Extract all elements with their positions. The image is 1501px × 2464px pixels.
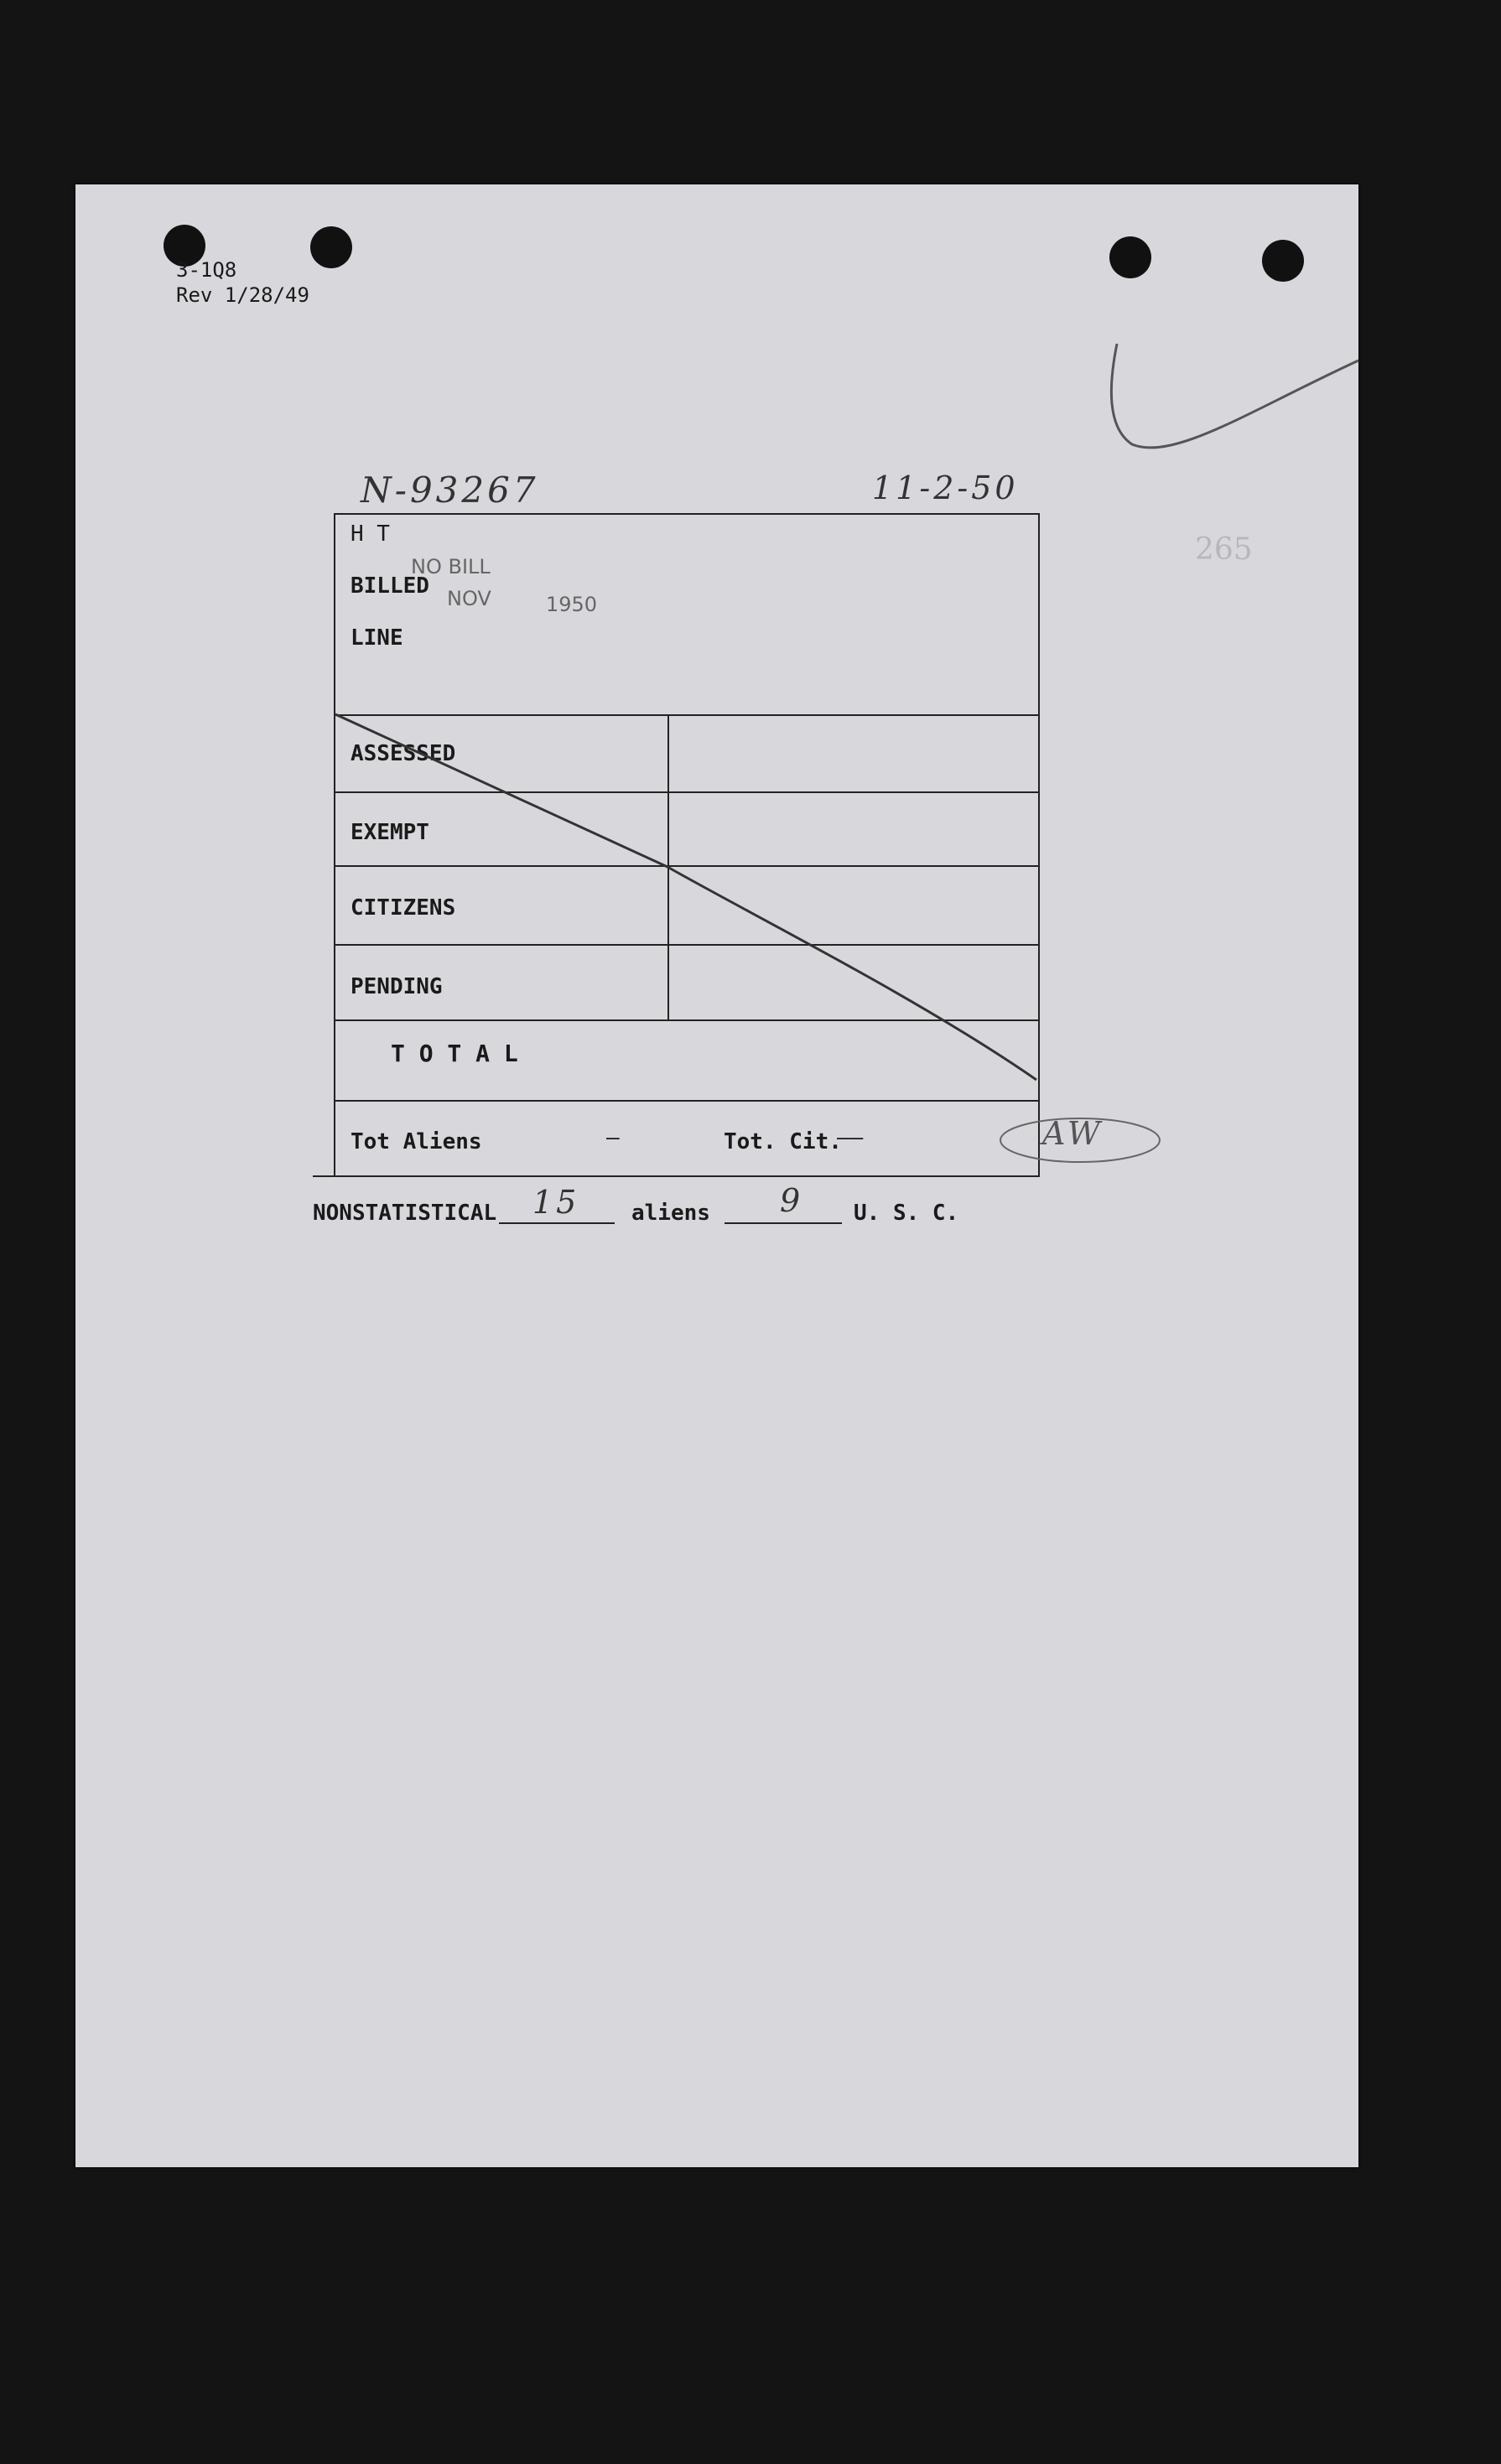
stamp-month: NOV: [447, 587, 491, 610]
form-number: 3-1Q8: [176, 258, 237, 282]
exempt-label: EXEMPT: [351, 820, 429, 845]
tot-aliens-value: —: [606, 1125, 620, 1150]
line-label: LINE: [351, 625, 403, 651]
check-mark: [1098, 335, 1367, 486]
no-bill-stamp: NO BILL: [411, 555, 491, 578]
record-table: [334, 513, 1104, 1175]
punch-hole: [310, 226, 352, 268]
total-label: T O T A L: [391, 1040, 518, 1067]
stamp-year: 1950: [546, 593, 598, 616]
form-revision: Rev 1/28/49: [176, 283, 309, 307]
aliens-label: aliens: [631, 1201, 710, 1226]
file-number: N-93267: [361, 469, 539, 511]
handwritten-date: 11-2-50: [872, 469, 1019, 506]
initials: AW: [1042, 1115, 1104, 1152]
cancel-line: [334, 513, 1040, 1100]
punch-hole: [1109, 236, 1151, 278]
faint-page-number: 265: [1195, 532, 1253, 567]
nonstat-usc-value: 9: [780, 1182, 804, 1219]
nonstatistical-label: NONSTATISTICAL: [313, 1201, 497, 1226]
pending-label: PENDING: [351, 974, 443, 999]
billed-label: BILLED: [351, 573, 429, 599]
tot-cit-label: Tot. Cit.: [724, 1129, 842, 1154]
tot-cit-value: ——: [837, 1125, 864, 1150]
assessed-label: ASSESSED: [351, 741, 456, 766]
punch-hole: [1262, 240, 1304, 282]
ht-label: H T: [351, 521, 390, 547]
usc-label: U. S. C.: [854, 1201, 959, 1226]
document-page: [75, 184, 1358, 2167]
citizens-label: CITIZENS: [351, 895, 456, 921]
tot-aliens-label: Tot Aliens: [351, 1129, 482, 1154]
nonstat-aliens-value: 15: [532, 1184, 580, 1221]
